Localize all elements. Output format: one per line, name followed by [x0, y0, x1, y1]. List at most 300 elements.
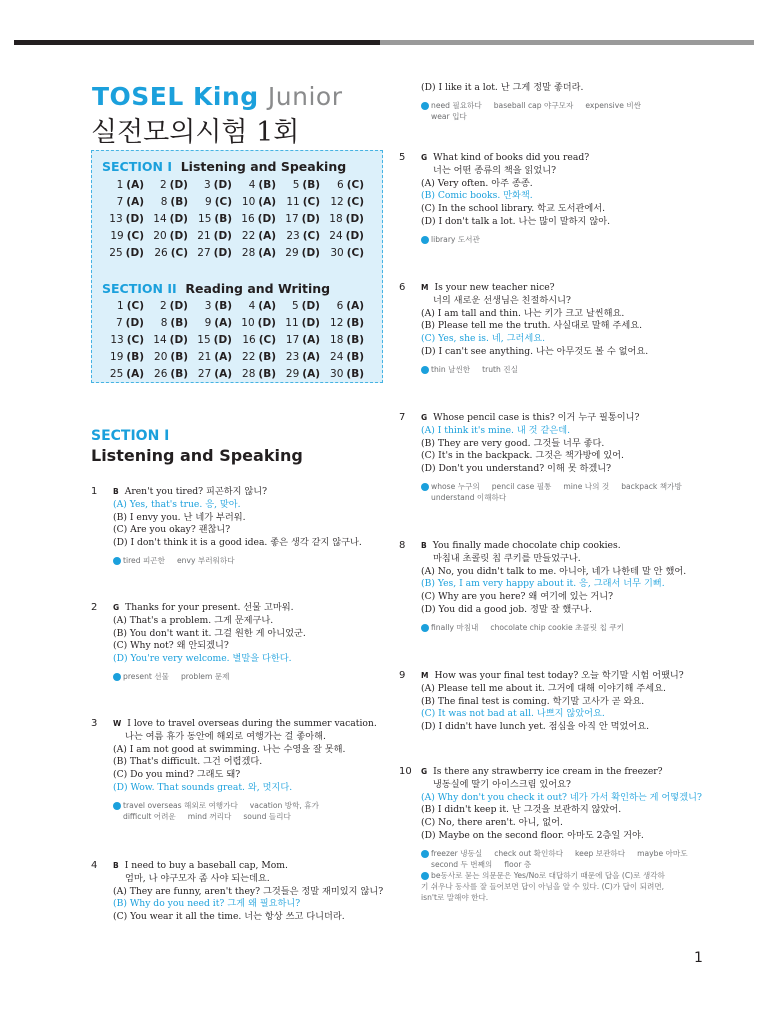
answer-key-section1-title	[102, 159, 346, 174]
question-line	[421, 766, 702, 779]
answer-cell	[104, 300, 148, 312]
answer-cell	[148, 247, 192, 259]
vocab-marker-icon	[421, 850, 429, 858]
vocab-word: travel overseas 해외로 여행가다	[123, 800, 238, 810]
question-line: 마침내 초콜릿 칩 쿠키를 만들었구나.	[433, 552, 581, 564]
question-body	[421, 412, 694, 503]
vocab-marker-icon	[113, 673, 121, 681]
vocab-word: need 필요하다	[431, 100, 482, 110]
question-text: I love to travel overseas during the summer vacation.	[127, 718, 377, 729]
question-line	[421, 540, 686, 553]
answer-cell	[324, 317, 368, 329]
answer-choice: (A)	[258, 247, 276, 259]
section-number: SECTION I	[91, 428, 170, 444]
answer-option: (C) You wear it all the time. 너는 항상 쓰고 다니더라.	[113, 911, 345, 923]
vocab-word: problem 문제	[180, 671, 230, 681]
section-title: Listening and Speaking	[91, 446, 303, 465]
answer-cell	[280, 230, 324, 242]
answer-option: (B) Yes, I am very happy about it. 응, 그래서 너무 기뻐.	[421, 578, 665, 590]
answer-choice: (C)	[126, 300, 144, 312]
question-number: 9	[399, 670, 406, 681]
answer-number: 15	[198, 213, 212, 225]
answer-cell	[236, 368, 280, 380]
answer-number: 13	[110, 334, 124, 346]
answer-number: 25	[109, 247, 123, 259]
answer-option: (D) You did a good job. 정말 잘 했구나.	[421, 603, 592, 615]
vocab-marker-icon	[113, 557, 121, 565]
answer-cell	[148, 334, 192, 346]
answer-number: 10	[241, 317, 255, 329]
answer-number: 3	[204, 300, 212, 312]
question-text: Aren't you tired? 피곤하지 않니?	[124, 486, 268, 497]
answer-choice: (B)	[346, 351, 364, 363]
answer-option: (C) Why not? 왜 안되겠니?	[113, 640, 229, 652]
answer-number: 14	[153, 213, 167, 225]
vocab-word: wear 입다	[431, 111, 467, 121]
vocab-marker-icon	[113, 802, 121, 810]
page-number: 1	[694, 950, 703, 966]
answer-cell	[324, 300, 368, 312]
brand-title	[92, 82, 342, 111]
vocab-word: keep 보관하다	[575, 848, 626, 858]
answer-cell	[192, 230, 236, 242]
question-line	[421, 152, 610, 165]
section1-label: Listening and Speaking	[180, 159, 347, 174]
answer-number: 12	[330, 317, 344, 329]
vocab-word: floor 층	[504, 859, 532, 869]
answer-number: 1	[117, 300, 124, 312]
question-text: Is your new teacher nice?	[434, 282, 555, 293]
answer-cell	[192, 351, 236, 363]
vocab-word: maybe 아마도	[637, 848, 688, 858]
answer-choice: (A)	[126, 196, 144, 208]
answer-choice: (D)	[169, 213, 188, 225]
answer-cell	[236, 351, 280, 363]
brand-sub: Junior	[267, 82, 343, 111]
vocab-marker-icon	[421, 624, 429, 632]
speaker-label: B	[421, 541, 427, 550]
answer-option: (B) Why do you need it? 그게 왜 필요하니?	[113, 898, 301, 910]
answer-choice: (D)	[125, 317, 144, 329]
section2-label: Reading and Writing	[185, 281, 331, 296]
answer-cell	[148, 230, 192, 242]
question-number: 2	[91, 602, 98, 613]
answer-choice: (B)	[258, 368, 276, 380]
answer-choice: (C)	[258, 334, 276, 346]
answer-cell	[236, 230, 280, 242]
answer-number: 7	[116, 196, 124, 208]
answer-number: 29	[285, 247, 299, 259]
answer-choice: (D)	[345, 213, 364, 225]
answer-option: (D) Don't you understand? 이해 못 하겠니?	[421, 463, 612, 475]
question-line	[113, 860, 383, 873]
answer-option: (B) Comic books. 만화책.	[421, 190, 533, 202]
answer-number: 18	[329, 213, 343, 225]
answer-cell	[236, 196, 280, 208]
answer-choice: (D)	[257, 317, 276, 329]
answer-cell	[324, 213, 368, 225]
answer-cell	[148, 317, 192, 329]
answer-choice: (B)	[170, 368, 188, 380]
vocab-word: check out 확인하다	[494, 848, 564, 858]
answer-cell	[324, 334, 368, 346]
question-body	[421, 766, 702, 903]
answer-cell	[324, 196, 368, 208]
answer-number: 16	[242, 334, 256, 346]
answer-number: 24	[329, 230, 343, 242]
answer-option: (A) I think it's mine. 내 것 같은데.	[421, 424, 570, 436]
answer-choice: (C)	[346, 196, 364, 208]
answer-cell	[192, 300, 236, 312]
explanation-note	[421, 870, 671, 903]
page-title: 실전모의시험 1회	[91, 117, 300, 148]
answer-cell	[280, 213, 324, 225]
question-number: 8	[399, 540, 406, 551]
question-line: 나는 여름 휴가 동안에 해외로 여행가는 걸 좋아해.	[125, 730, 326, 742]
answer-choice: (D)	[301, 213, 320, 225]
question-body	[113, 602, 306, 682]
answer-key-section2-title	[102, 281, 330, 296]
answer-cell	[280, 196, 324, 208]
answer-choice: (D)	[125, 213, 144, 225]
speaker-label: B	[113, 487, 119, 496]
question-text: Whose pencil case is this? 이거 누구 필통이니?	[433, 412, 640, 423]
vocab-word: finally 마침내	[431, 622, 479, 632]
answer-cell	[280, 317, 324, 329]
question-body	[113, 718, 377, 822]
speaker-label: M	[421, 283, 429, 292]
answer-choice: (B)	[170, 196, 188, 208]
answer-option: (C) It was not bad at all. 나쁘지 않았어요.	[421, 708, 605, 720]
answer-option: (D) Wow. That sounds great. 와, 멋지다.	[113, 781, 293, 793]
vocab-list	[113, 555, 362, 566]
brand-main: TOSEL King	[92, 82, 259, 111]
top-rule-gray	[380, 40, 754, 45]
section1-num: SECTION I	[102, 159, 172, 174]
answer-option: (A) Yes, that's true. 응, 맞아.	[113, 498, 241, 510]
vocab-word: expensive 비싼	[585, 100, 642, 110]
answer-cell	[324, 179, 368, 191]
answer-option: (A) That's a problem. 그게 문제구나.	[113, 614, 274, 626]
question-text: Is there any strawberry ice cream in the freezer?	[433, 766, 663, 777]
answer-number: 28	[241, 247, 256, 259]
vocab-word: difficult 어려운	[123, 811, 176, 821]
answer-cell	[280, 334, 324, 346]
question-text: Thanks for your present. 선물 고마워.	[125, 602, 294, 613]
answer-cell	[148, 213, 192, 225]
answer-choice: (A)	[302, 368, 320, 380]
answer-number: 30	[330, 247, 344, 259]
answer-number: 29	[285, 368, 300, 380]
answer-choice: (A)	[214, 317, 232, 329]
answer-option: (D) I don't talk a lot. 나는 많이 말하지 않아.	[421, 215, 611, 227]
answer-option: (A) I am tall and thin. 나는 키가 크고 날씬해요.	[421, 307, 625, 319]
answer-cell	[148, 179, 192, 191]
answer-number: 27	[197, 368, 212, 380]
vocab-word: second 두 번째의	[431, 859, 493, 869]
answer-number: 19	[110, 351, 124, 363]
speaker-label: G	[421, 413, 428, 422]
answer-option: (A) No, you didn't talk to me. 아니야, 네가 나한테 말 안 했어.	[421, 565, 687, 577]
answer-choice: (A)	[258, 300, 276, 312]
answer-choice: (D)	[301, 247, 320, 259]
question-body	[113, 860, 383, 924]
answer-option: (A) Why don't you check it out? 네가 가서 확인하는 게 어떻겠니?	[421, 791, 702, 803]
answer-number: 1	[116, 179, 124, 191]
vocab-word: sound 들리다	[243, 811, 291, 821]
answer-number: 26	[154, 368, 168, 380]
answer-number: 9	[205, 196, 212, 208]
answer-number: 5	[291, 300, 299, 312]
answer-number: 8	[160, 317, 168, 329]
answer-number: 11	[286, 196, 300, 208]
answer-cell	[104, 230, 148, 242]
answer-number: 24	[330, 351, 344, 363]
answer-number: 17	[285, 334, 300, 346]
answer-cell	[148, 368, 192, 380]
answer-option: (C) Why are you here? 왜 여기에 있는 거니?	[421, 591, 614, 603]
vocab-word: backpack 책가방	[621, 481, 682, 491]
speaker-label: B	[113, 861, 119, 870]
answer-number: 20	[154, 351, 168, 363]
answer-option: (C) It's in the backpack. 그것은 책가방에 있어.	[421, 450, 624, 462]
question-text: I need to buy a baseball cap, Mom.	[124, 860, 288, 871]
answer-cell	[104, 334, 148, 346]
vocab-word: tired 피곤한	[123, 555, 165, 565]
answer-option: (D) I didn't have lunch yet. 점심을 아직 안 먹었어요.	[421, 721, 650, 733]
answer-cell	[192, 317, 236, 329]
vocab-list	[421, 859, 702, 870]
answer-number: 27	[197, 247, 211, 259]
answer-choice: (C)	[126, 334, 144, 346]
answer-number: 10	[241, 196, 256, 208]
question-line	[421, 282, 648, 295]
answer-number: 17	[285, 213, 299, 225]
answer-option: (C) Do you mind? 그래도 돼?	[113, 769, 241, 781]
answer-choice: (B)	[170, 317, 188, 329]
answer-choice: (D)	[213, 334, 232, 346]
question-line	[113, 718, 377, 731]
answer-number: 4	[248, 300, 256, 312]
vocab-list	[113, 800, 377, 811]
answer-option: (A) I am not good at swimming. 나는 수영을 잘 못해.	[113, 743, 346, 755]
vocab-word: baseball cap 야구모자	[493, 100, 574, 110]
answer-choice: (B)	[214, 300, 232, 312]
answer-number: 2	[159, 300, 167, 312]
answer-number: 2	[159, 179, 167, 191]
answer-cell	[324, 368, 368, 380]
note-marker-icon	[421, 872, 429, 880]
answer-number: 4	[248, 179, 256, 191]
answer-cell	[192, 334, 236, 346]
question-body	[421, 540, 686, 633]
answer-number: 19	[110, 230, 124, 242]
answer-number: 8	[160, 196, 168, 208]
speaker-label: G	[113, 603, 120, 612]
answer-cell	[192, 196, 236, 208]
answer-cell	[280, 179, 324, 191]
question-number: 10	[399, 766, 412, 777]
answer-choice: (A)	[258, 230, 276, 242]
answer-cell	[104, 351, 148, 363]
answer-choice: (B)	[258, 179, 276, 191]
vocab-word: mine 나의 것	[563, 481, 610, 491]
answer-cell	[236, 334, 280, 346]
vocab-word: freezer 냉동실	[431, 848, 483, 858]
answer-choice: (D)	[125, 247, 144, 259]
answer-cell	[280, 300, 324, 312]
answer-option: (B) The final test is coming. 학기말 고사가 곧 와요.	[421, 695, 645, 707]
question-line: 냉동실에 딸기 아이스크림 있어요?	[433, 778, 571, 790]
note-text: be동사로 묻는 의문문은 Yes/No로 대답하기 때문에 답을 (C)로 생각하기 쉬우나 동사를 잘 들어보면 답이 아님을 알 수 있다. (C)가 답이 되려면, isn't로 말해야 한다.	[421, 870, 665, 902]
question-number: 1	[91, 486, 98, 497]
vocab-word: mind 꺼리다	[187, 811, 232, 821]
answer-choice: (D)	[169, 300, 188, 312]
answer-cell	[280, 351, 324, 363]
answer-cell	[192, 179, 236, 191]
answer-choice: (C)	[214, 196, 232, 208]
answer-choice: (C)	[302, 196, 320, 208]
answer-option: (D) I can't see anything. 나는 아무것도 볼 수 없어요.	[421, 345, 649, 357]
answer-choice: (B)	[258, 351, 276, 363]
answer-key-section1-grid	[104, 179, 368, 259]
vocab-list	[421, 492, 694, 503]
top-rule-dark	[14, 40, 380, 45]
question-line: 너는 어떤 종류의 책을 읽었니?	[433, 164, 557, 176]
answer-cell	[236, 300, 280, 312]
answer-cell	[104, 368, 148, 380]
answer-option: (C) No, there aren't. 아니, 없어.	[421, 817, 563, 829]
answer-option: (B) Please tell me the truth. 사실대로 말해 주세요.	[421, 320, 642, 332]
answer-option: (B) That's difficult. 그건 어렵겠다.	[113, 756, 263, 768]
answer-number: 16	[241, 213, 255, 225]
answer-number: 6	[336, 300, 344, 312]
vocab-word: vacation 방학, 휴가	[249, 800, 319, 810]
answer-cell	[104, 196, 148, 208]
vocab-word: thin 날씬한	[431, 364, 471, 374]
answer-number: 26	[154, 247, 168, 259]
answer-number: 21	[197, 230, 211, 242]
vocab-list	[421, 111, 653, 122]
question-text: How was your final test today? 오늘 학기말 시험 어땠니?	[434, 670, 684, 681]
answer-cell	[104, 317, 148, 329]
question-number: 7	[399, 412, 406, 423]
answer-choice: (B)	[126, 351, 144, 363]
answer-choice: (B)	[170, 351, 188, 363]
question-body	[421, 152, 610, 245]
answer-cell	[148, 300, 192, 312]
answer-number: 25	[109, 368, 124, 380]
speaker-label: G	[421, 153, 428, 162]
speaker-label: W	[113, 719, 122, 728]
vocab-list	[421, 100, 653, 111]
answer-key-box	[91, 150, 383, 383]
answer-option: (B) I envy you. 난 네가 부러워.	[113, 511, 246, 523]
answer-number: 23	[285, 351, 300, 363]
answer-choice: (B)	[346, 334, 364, 346]
question-number: 5	[399, 152, 406, 163]
question-text: What kind of books did you read?	[433, 152, 590, 163]
answer-choice: (D)	[301, 317, 320, 329]
speaker-label: M	[421, 671, 429, 680]
question-body	[113, 486, 362, 566]
answer-choice: (A)	[214, 368, 232, 380]
answer-option: (C) In the school library. 학교 도서관에서.	[421, 203, 606, 215]
answer-option: (C) Are you okay? 괜찮니?	[113, 524, 231, 536]
answer-number: 15	[197, 334, 211, 346]
vocab-list	[421, 481, 694, 492]
answer-option: (B) I didn't keep it. 난 그것을 보관하지 않았어.	[421, 804, 622, 816]
answer-number: 21	[197, 351, 212, 363]
answer-number: 20	[153, 230, 167, 242]
answer-cell	[104, 179, 148, 191]
answer-option: (B) They are very good. 그것들 너무 좋다.	[421, 437, 605, 449]
section2-num: SECTION II	[102, 281, 177, 296]
answer-number: 3	[203, 179, 211, 191]
answer-number: 28	[242, 368, 256, 380]
question-number: 4	[91, 860, 98, 871]
vocab-list	[421, 364, 648, 375]
question-line: 너의 새로운 선생님은 친절하시니?	[433, 294, 571, 306]
speaker-label: G	[421, 767, 428, 776]
answer-choice: (D)	[345, 230, 364, 242]
answer-number: 13	[109, 213, 123, 225]
answer-choice: (D)	[213, 247, 232, 259]
answer-choice: (A)	[126, 368, 144, 380]
question-number: 6	[399, 282, 406, 293]
question-line	[113, 486, 362, 499]
answer-number: 22	[242, 351, 256, 363]
answer-choice: (B)	[346, 368, 364, 380]
answer-choice: (C)	[126, 230, 144, 242]
answer-cell	[236, 179, 280, 191]
answer-option: (D) I don't think it is a good idea. 좋은 생각 같지 않구나.	[113, 537, 362, 549]
answer-cell	[280, 368, 324, 380]
answer-number: 12	[330, 196, 344, 208]
answer-cell	[192, 213, 236, 225]
vocab-list	[421, 622, 686, 633]
question-line	[113, 602, 306, 615]
question-body	[421, 282, 648, 375]
vocab-marker-icon	[421, 236, 429, 244]
answer-option: (D) I like it a lot. 난 그게 정말 좋더라.	[421, 82, 584, 93]
answer-choice: (A)	[214, 351, 232, 363]
answer-choice: (D)	[169, 179, 188, 191]
answer-option: (D) Maybe on the second floor. 아마도 2층일 거야.	[421, 829, 644, 841]
vocab-word: library 도서관	[431, 234, 480, 244]
answer-choice: (A)	[302, 351, 320, 363]
answer-option: (B) You don't want it. 그걸 원한 게 아니었군.	[113, 627, 306, 639]
vocab-marker-icon	[421, 366, 429, 374]
answer-cell	[236, 213, 280, 225]
answer-cell	[324, 230, 368, 242]
answer-choice: (D)	[213, 179, 232, 191]
answer-choice: (C)	[170, 247, 188, 259]
vocab-word: envy 부러워하다	[176, 555, 235, 565]
answer-cell	[104, 213, 148, 225]
answer-cell	[192, 247, 236, 259]
vocab-word: present 선물	[123, 671, 169, 681]
answer-number: 22	[241, 230, 256, 242]
answer-option: (D) You're very welcome. 별말을 다한다.	[113, 653, 292, 665]
answer-choice: (D)	[169, 334, 188, 346]
answer-option: (A) They are funny, aren't they? 그것들은 정말 재미있지 않니?	[113, 885, 384, 897]
vocab-word: pencil case 필통	[491, 481, 552, 491]
question-line: 엄마, 나 야구모자 좀 사야 되는데요.	[125, 872, 270, 884]
answer-cell	[148, 196, 192, 208]
vocab-marker-icon	[421, 102, 429, 110]
question-line	[421, 670, 684, 683]
